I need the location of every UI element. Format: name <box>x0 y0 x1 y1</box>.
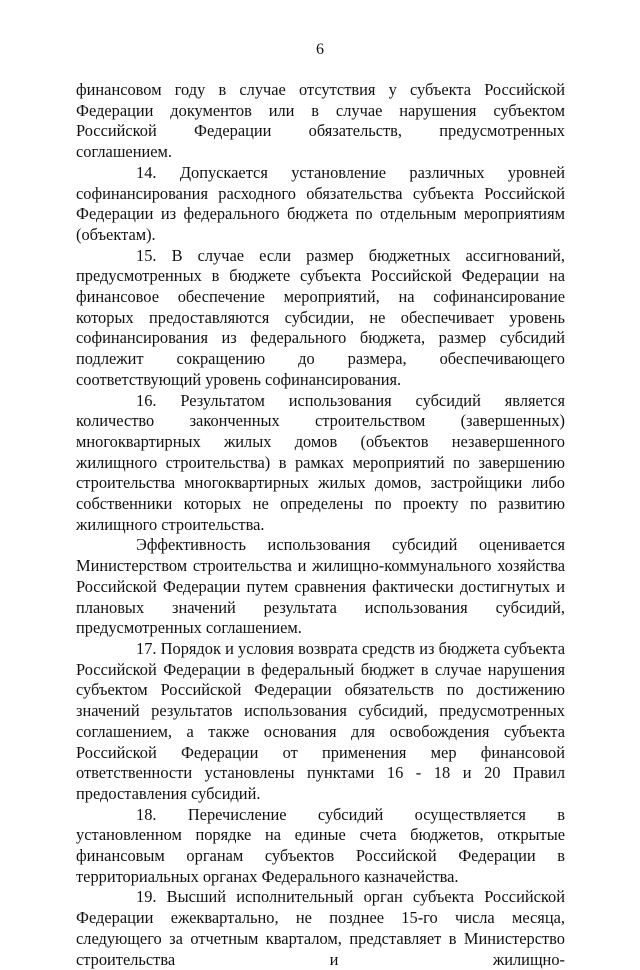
document-body <box>76 80 565 970</box>
paragraph-14: 14. Допускается установление различных уровней софинансирования расходного обязательства субъекта Российской Федерации из федерального бюджета по отдельным мероприятиям (объектам). <box>76 162 565 244</box>
paragraph-17: 17. Порядок и условия возврата средств из бюджета субъекта Российской Федерации в федеральный бюджет в случае нарушения субъектом Российской Федерации обязательств по достижению значений результатов использования субсидий, предусмотренных соглашением, а также основания для освобождения субъекта Российской Федерации от применения мер финансовой ответственности установлены пунктами 16 - 18 и 20 Правил предоставления субсидий. <box>76 638 565 803</box>
paragraph-continuation: финансовом году в случае отсутствия у субъекта Российской Федерации документов или в случае нарушения субъектом Российской Федерации обязательств, предусмотренных соглашением. <box>76 80 565 162</box>
paragraph-16: 16. Результатом использования субсидий является количество законченных строительством (завершенных) многоквартирных жилых домов (объектов незавершенного жилищного строительства) в рамках мероприятий по завершению строительства многоквартирных жилых домов, застройщики либо собственники которых не определены по проекту по развитию жилищного строительства. <box>76 390 565 534</box>
paragraph-15: 15. В случае если размер бюджетных ассигнований, предусмотренных в бюджете субъекта Российской Федерации на финансовое обеспечение мероприятий, на софинансирование которых предоставляются субсидии, не обеспечивает уровень софинансирования из федерального бюджета, размер субсидий подлежит сокращению до размера, обеспечивающего соответствующий уровень софинансирования. <box>76 245 565 389</box>
paragraph-effectiveness: Эффективность использования субсидий оценивается Министерством строительства и жилищно-коммунального хозяйства Российской Федерации путем сравнения фактически достигнутых и плановых значений результата использования субсидий, предусмотренных соглашением. <box>76 535 565 638</box>
paragraph-18: 18. Перечисление субсидий осуществляется в установленном порядке на единые счета бюджетов, открытые финансовым органам субъектов Российской Федерации в территориальных органах Федерального казначейства. <box>76 804 565 886</box>
page-number: 6 <box>316 41 324 58</box>
paragraph-19: 19. Высший исполнительный орган субъекта Российской Федерации ежеквартально, не позднее 15-го числа месяца, следующего за отчетным кварталом, представляет в Министерство строительства и жилищно- <box>76 887 565 969</box>
